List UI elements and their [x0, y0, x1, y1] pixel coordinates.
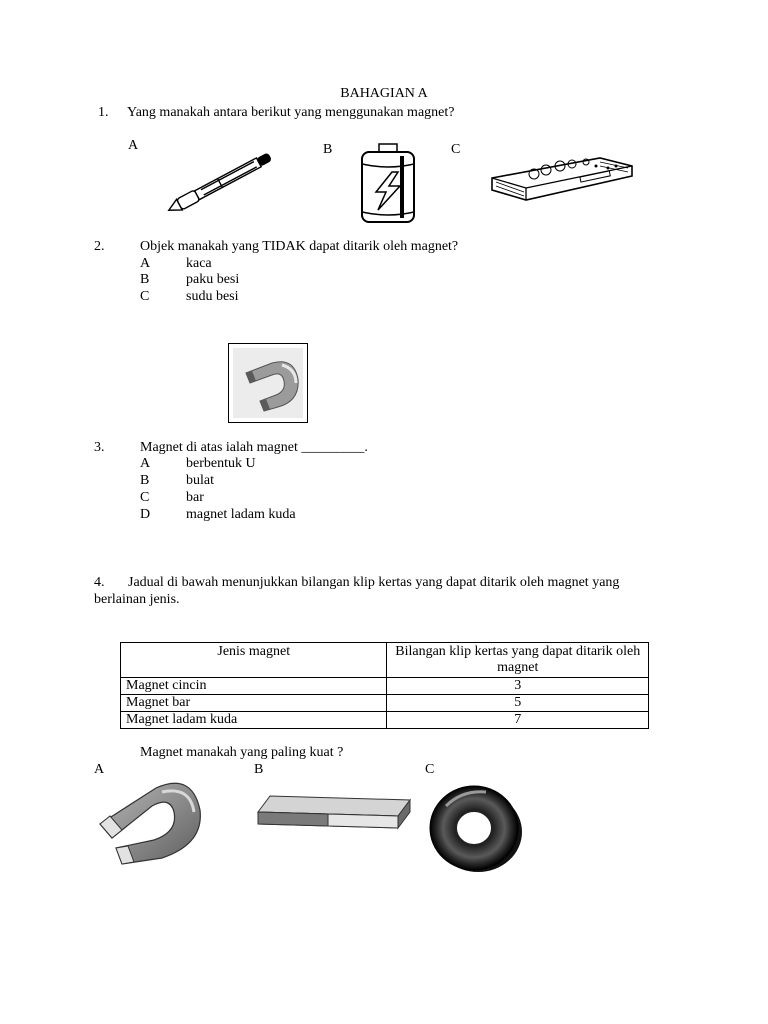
magnet-table	[120, 642, 649, 729]
q4-label-c: C	[425, 762, 435, 777]
table-row	[121, 712, 649, 729]
q3-option-c-letter: C	[140, 490, 150, 505]
q1-label-a: A	[128, 138, 139, 153]
q2-number: 2.	[94, 239, 105, 254]
table-row	[121, 695, 649, 712]
q4-question: Magnet manakah yang paling kuat ?	[140, 745, 344, 760]
q3-option-a-letter: A	[140, 456, 151, 471]
q3-option-d-text: magnet ladam kuda	[186, 507, 296, 522]
q1-number: 1.	[98, 105, 109, 120]
q2-option-a-text: kaca	[186, 256, 212, 271]
q2-text: Objek manakah yang TIDAK dapat ditarik oleh magnet?	[140, 239, 459, 254]
table-cell-type: Magnet cincin	[121, 678, 387, 695]
q3-option-c-text: bar	[186, 490, 204, 505]
q1-label-b: B	[323, 142, 333, 157]
q2-option-b-letter: B	[140, 272, 150, 287]
bar-magnet-image	[256, 794, 412, 832]
battery-image	[358, 142, 418, 226]
table-row	[121, 678, 649, 695]
q3-number: 3.	[94, 440, 105, 455]
section-heading: BAHAGIAN A	[340, 86, 428, 101]
q4-label-b: B	[254, 762, 264, 777]
table-header-clip-count: Bilangan klip kertas yang dapat ditarik oleh magnet	[387, 643, 649, 678]
ring-magnet-image	[426, 782, 524, 874]
table-cell-count: 7	[387, 712, 649, 729]
horseshoe-magnet-framed-image	[228, 343, 308, 423]
q3-option-b-text: bulat	[186, 473, 214, 488]
q4-text-line1: Jadual di bawah menunjukkan bilangan klip kertas yang dapat ditarik oleh magnet yang	[128, 575, 620, 590]
q3-option-b-letter: B	[140, 473, 150, 488]
q2-option-c-letter: C	[140, 289, 150, 304]
q4-number: 4.	[94, 575, 105, 590]
q4-text-line2: berlainan jenis.	[94, 592, 180, 607]
q1-label-c: C	[451, 142, 461, 157]
pencil-case-image	[488, 152, 634, 208]
horseshoe-magnet-image	[92, 778, 204, 866]
q2-option-c-text: sudu besi	[186, 289, 239, 304]
table-cell-count: 3	[387, 678, 649, 695]
q4-label-a: A	[94, 762, 105, 777]
table-header-magnet-type: Jenis magnet	[121, 643, 387, 678]
pen-image	[160, 148, 280, 218]
q2-option-b-text: paku besi	[186, 272, 240, 287]
q3-option-d-letter: D	[140, 507, 151, 522]
table-cell-type: Magnet bar	[121, 695, 387, 712]
table-cell-count: 5	[387, 695, 649, 712]
table-cell-type: Magnet ladam kuda	[121, 712, 387, 729]
q2-option-a-letter: A	[140, 256, 151, 271]
q3-option-a-text: berbentuk U	[186, 456, 256, 471]
q3-text: Magnet di atas ialah magnet _________.	[140, 440, 368, 455]
q1-text: Yang manakah antara berikut yang menggunakan magnet?	[127, 105, 455, 120]
table-header-row	[121, 643, 649, 678]
